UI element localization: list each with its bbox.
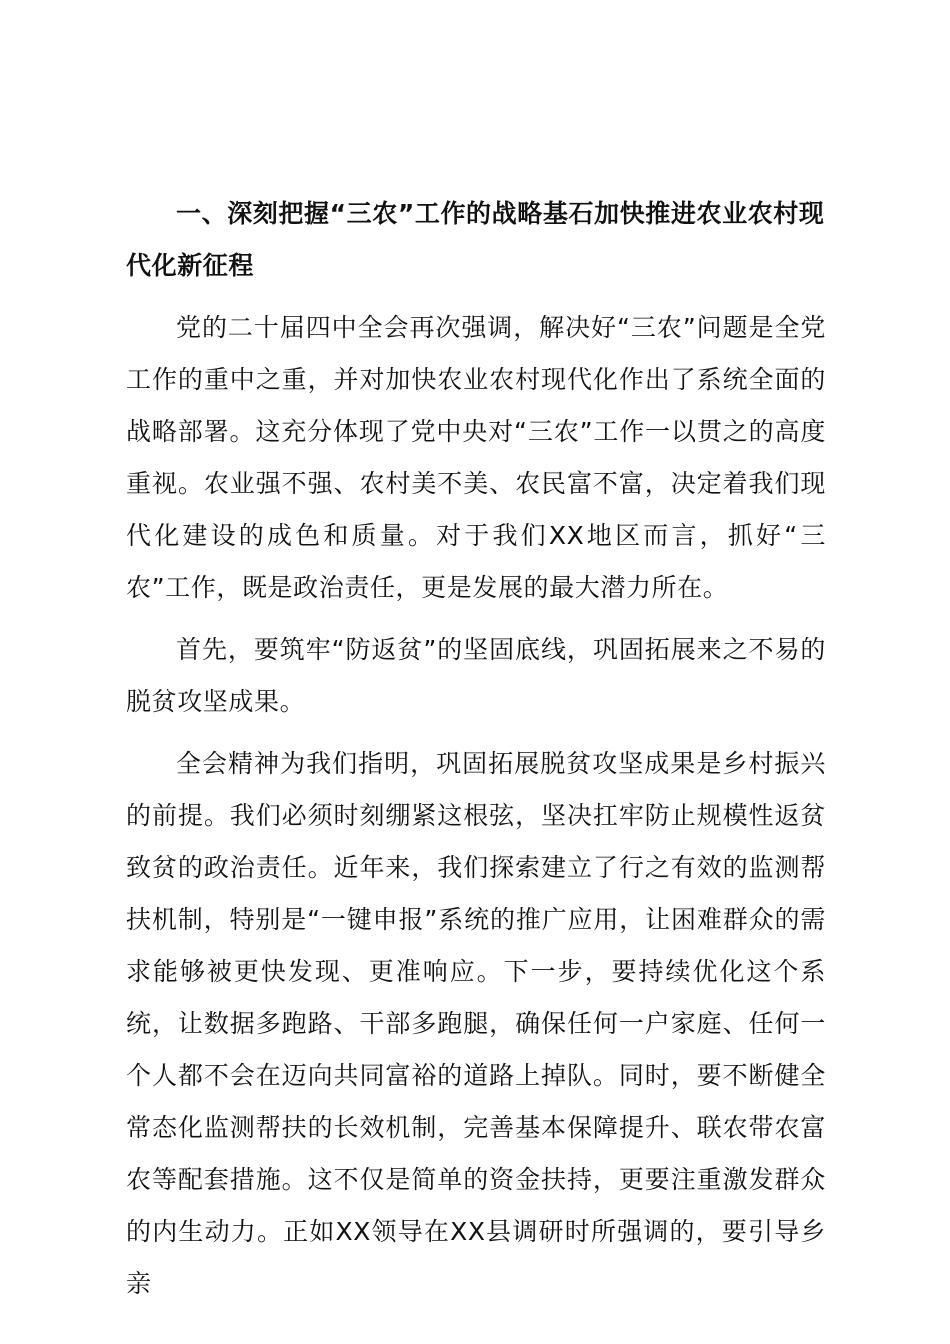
paragraph-3: 全会精神为我们指明，巩固拓展脱贫攻坚成果是乡村振兴的前提。我们必须时刻绷紧这根弦，坚决扛牢防止规模性返贫致贫的政治责任。近年来，我们探索建立了行之有效的监测帮扶机制，特别是“一键申报”系统的推广应用，让困难群众的需求能够被更快发现、更准响应。下一步，要持续优化这个系统，让数据多跑路、干部多跑腿，确保任何一户家庭、任何一个人都不会在迈向共同富裕的道路上掉队。同时，要不断健全常态化监测帮扶的长效机制，完善基本保障提升、联农带农富农等配套措施。这不仅是简单的资金扶持，更要注重激发群众的内生动力。正如XX领导在XX县调研时所强调的，要引导乡亲 — [126, 749, 826, 1298]
paragraph-1: 党的二十届四中全会再次强调，解决好“三农”问题是全党工作的重中之重，并对加快农业农村现代化作出了系统全面的战略部署。这充分体现了党中央对“三农”工作一以贯之的高度重视。农业强不强、农村美不美、农民富不富，决定着我们现代化建设的成色和质量。对于我们XX地区而言，抓好“三农”工作，既是政治责任，更是发展的最大潜力所在。 — [126, 313, 826, 602]
paragraph-2: 首先，要筑牢“防返贫”的坚固底线，巩固拓展来之不易的脱贫攻坚成果。 — [126, 635, 826, 716]
section-heading: 一、深刻把握“三农”工作的战略基石加快推进农业农村现代化新征程 — [126, 199, 825, 280]
document-body — [126, 188, 826, 1320]
